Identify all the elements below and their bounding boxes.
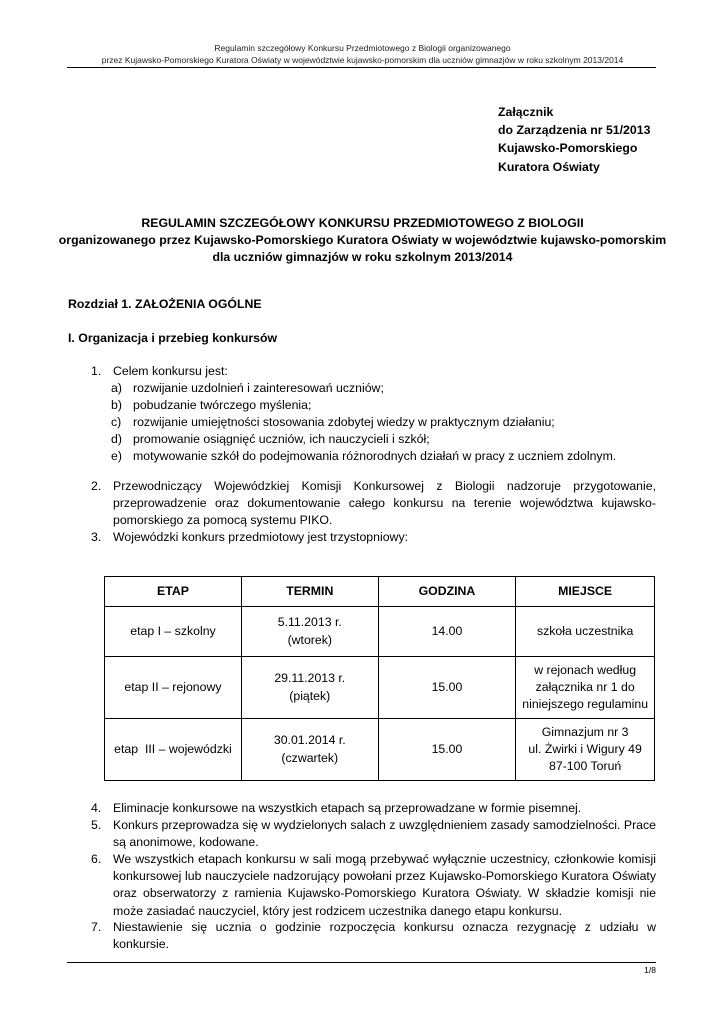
title-line: dla uczniów gimnazjów w roku szkolnym 2013/2014 bbox=[212, 250, 513, 265]
place-line: 87-100 Toruń bbox=[549, 759, 622, 774]
item-letter: a) bbox=[111, 381, 122, 395]
place-line: ul. Żwirki i Wigury 49 bbox=[528, 741, 642, 756]
title-line: organizowanego przez Kujawsko-Pomorskiego Kuratora Oświaty w województwie kujawsko-pomorskim bbox=[58, 233, 667, 248]
item-letter: e) bbox=[111, 449, 122, 463]
date-cell bbox=[241, 719, 378, 781]
item-number: 4. bbox=[91, 801, 102, 815]
stage-cell: etap III – wojewódzki bbox=[105, 719, 242, 781]
place-line: szkoła uczestnika bbox=[536, 623, 634, 638]
header-line-2: przez Kujawsko-Pomorskiego Kuratora Oświaty w województwie kujawsko-pomorskim dla uczniów gimnazjów w roku szkolnym 2013/2014 bbox=[101, 55, 624, 65]
item-number: 3. bbox=[91, 530, 102, 544]
time-cell: 15.00 bbox=[378, 657, 516, 719]
item-number: 7. bbox=[91, 920, 102, 934]
item-text bbox=[113, 851, 656, 920]
item-number: 2. bbox=[91, 479, 102, 493]
annex-line: Kuratora Oświaty bbox=[498, 159, 600, 174]
annex-line: do Zarządzenia nr 51/2013 bbox=[498, 123, 651, 138]
header-rule bbox=[67, 67, 656, 68]
stages-table bbox=[104, 576, 655, 781]
header-line-1: Regulamin szczegółowy Konkursu Przedmiotowego z Biologii organizowanego bbox=[214, 43, 511, 53]
weekday-line: (czwartek) bbox=[281, 750, 339, 765]
table-row bbox=[105, 657, 655, 719]
place-cell bbox=[516, 657, 655, 719]
table-header-row bbox=[105, 577, 655, 607]
item-text-line: może zasiadać nauczyciel, który jest rodzicem uczestnika danego etapu konkursu. bbox=[113, 903, 563, 918]
stage-cell: etap II – rejonowy bbox=[105, 657, 242, 719]
time-cell: 15.00 bbox=[378, 719, 516, 781]
annex-line: Kujawsko-Pomorskiego bbox=[498, 141, 638, 156]
stage-cell: etap I – szkolny bbox=[105, 607, 242, 657]
item-text-line: pomorskiego za pomocą systemu PIKO. bbox=[113, 513, 333, 528]
annex-block bbox=[498, 103, 650, 176]
item-text: Eliminacje konkursowe na wszystkich etapach są przeprowadzane w formie pisemnej. bbox=[113, 801, 582, 815]
item-text-line: oraz obserwatorzy z ramienia Kujawsko-Pomorskiego Kuratora Oświaty. W składzie komisji nie bbox=[113, 886, 656, 901]
item-text-line: są anonimowe, kodowane. bbox=[113, 835, 259, 850]
date-line: 30.01.2014 r. bbox=[273, 733, 346, 748]
item-text-line: We wszystkich etapach konkursu w sali mogą przebywać wyłącznie uczestnicy, członkowie komisji bbox=[113, 852, 656, 866]
section-heading: I. Organizacja i przebieg konkursów bbox=[68, 331, 278, 345]
date-cell bbox=[241, 607, 378, 657]
item-text: motywowanie szkół do podejmowania różnorodnych działań w pracy z uczniem zdolnym. bbox=[133, 449, 617, 463]
item-letter: c) bbox=[111, 415, 122, 429]
date-line: 29.11.2013 r. bbox=[274, 671, 346, 686]
item-letter: b) bbox=[111, 398, 122, 412]
item-number: 6. bbox=[91, 852, 102, 866]
table-row bbox=[105, 719, 655, 781]
item-text-line: Konkurs przeprowadza się w wydzielonych salach z uwzględnieniem zasady samodzielności. Prace bbox=[113, 818, 656, 832]
item-text: Niestawienie się ucznia o godzinie rozpoczęcia konkursu oznacza rezygnację z udziału w konkursie. bbox=[113, 920, 656, 952]
item-text-line: przeprowadzenie oraz dokumentowanie całego konkursu na terenie województwa kujawsko- bbox=[113, 496, 656, 511]
item-text: Wojewódzki konkurs przedmiotowy jest trzystopniowy: bbox=[113, 530, 409, 544]
place-cell bbox=[516, 607, 655, 657]
item-number: 1. bbox=[91, 364, 102, 378]
place-line: załącznika nr 1 do bbox=[535, 679, 635, 694]
item-text bbox=[113, 478, 656, 530]
document-title bbox=[40, 215, 685, 267]
weekday-line: (piątek) bbox=[289, 688, 331, 703]
title-line: REGULAMIN SZCZEGÓŁOWY KONKURSU PRZEDMIOTOWEGO Z BIOLOGII bbox=[141, 216, 584, 230]
page-number: 1/8 bbox=[644, 965, 656, 975]
place-line: niniejszego regulaminu bbox=[522, 697, 649, 712]
column-header: ETAP bbox=[105, 577, 242, 607]
column-header: MIEJSCE bbox=[516, 577, 655, 607]
column-header: GODZINA bbox=[378, 577, 516, 607]
footer-rule bbox=[67, 962, 656, 963]
date-line: 5.11.2013 r. bbox=[277, 615, 342, 630]
item-text-line: konkursowej lub nauczyciele nadzorujący powołani przez Kujawsko-Pomorskiego Kuratora Oświaty bbox=[113, 869, 656, 884]
item-letter: d) bbox=[111, 432, 122, 446]
time-cell: 14.00 bbox=[378, 607, 516, 657]
weekday-line: (wtorek) bbox=[287, 632, 332, 647]
running-header bbox=[0, 42, 725, 66]
item-text: Celem konkursu jest: bbox=[113, 364, 228, 378]
place-line: Gimnazjum nr 3 bbox=[541, 724, 629, 739]
item-text: rozwijanie uzdolnień i zainteresowań uczniów; bbox=[133, 381, 384, 395]
place-line: w rejonach według bbox=[534, 662, 637, 677]
column-header: TERMIN bbox=[241, 577, 378, 607]
place-cell bbox=[516, 719, 655, 781]
item-number: 5. bbox=[91, 818, 102, 832]
item-text: rozwijanie umiejętności stosowania zdobytej wiedzy w praktycznym działaniu; bbox=[133, 415, 555, 429]
chapter-heading: Rozdział 1. ZAŁOŻENIA OGÓLNE bbox=[68, 297, 262, 311]
item-text bbox=[113, 817, 656, 851]
annex-line: Załącznik bbox=[498, 105, 554, 119]
table-row bbox=[105, 607, 655, 657]
date-cell bbox=[241, 657, 378, 719]
item-text-line: Przewodniczący Wojewódzkiej Komisji Konkursowej z Biologii nadzoruje przygotowanie, bbox=[113, 479, 656, 493]
item-text: pobudzanie twórczego myślenia; bbox=[133, 398, 312, 412]
item-text: promowanie osiągnięć uczniów, ich nauczycieli i szkół; bbox=[133, 432, 430, 446]
